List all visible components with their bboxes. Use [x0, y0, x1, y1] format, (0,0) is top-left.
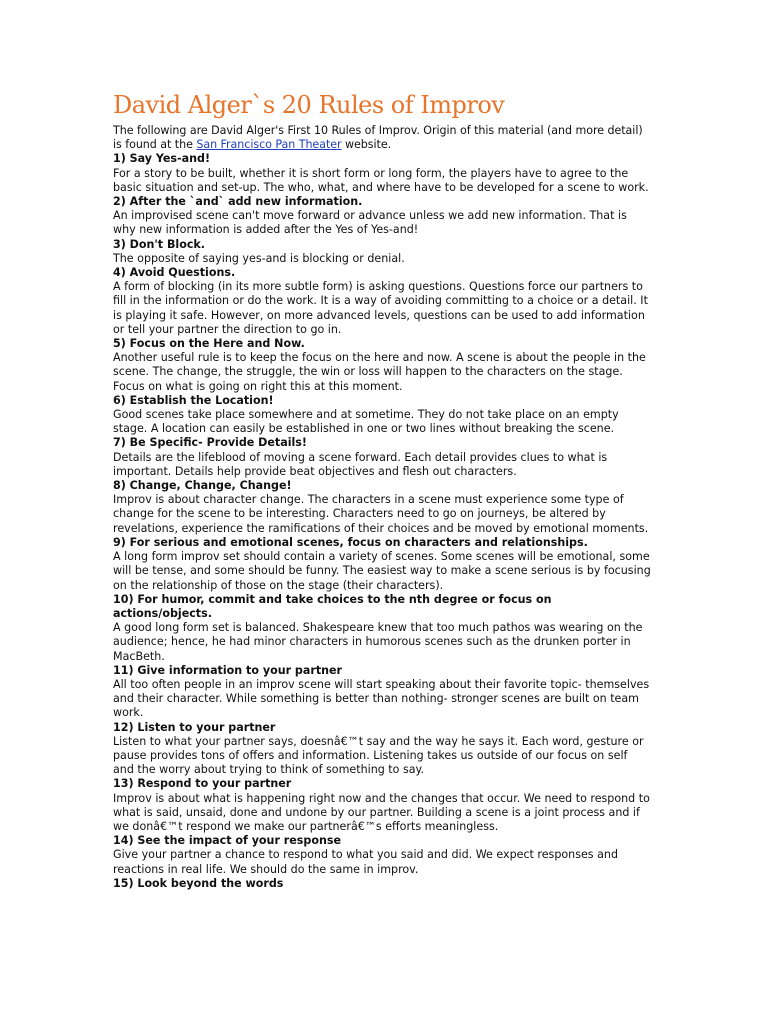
rule-item — [113, 721, 651, 778]
rule-heading: 3) Don't Block. — [113, 237, 205, 251]
rule-body: For a story to be built, whether it is short form or long form, the players have to agree to the basic situation and set-up. The who, what, and where have to be developed for a scene to work. — [113, 166, 649, 194]
rule-body: Give your partner a chance to respond to what you said and did. We expect responses and reactions in real life. We should do the same in improv. — [113, 848, 618, 876]
rule-body: Improv is about character change. The characters in a scene must experience some type of change for the scene to be interesting. Characters need to go on journeys, be altered by revelations, experience the ramifications of their choices and be moved by emotional moments. — [113, 493, 649, 535]
rule-body: A long form improv set should contain a variety of scenes. Some scenes will be emotional, some will be tense, and some should be funny. The easiest way to make a scene serious is by focusing on the relationship of those on the stage (their characters). — [113, 550, 651, 592]
rule-heading: 10) For humor, commit and take choices to the nth degree or focus on actions/objects. — [113, 592, 552, 620]
rule-item — [113, 394, 651, 437]
rule-heading: 12) Listen to your partner — [113, 720, 276, 734]
rules-list — [113, 152, 651, 891]
rule-heading: 14) See the impact of your response — [113, 834, 341, 848]
rule-item — [113, 664, 651, 721]
rule-body: A form of blocking (in its more subtle form) is asking questions. Questions force our partners to fill in the information or do the work. It is a way of avoiding committing to a choice or a detail. It is playing it safe. However, on more advanced levels, questions can be used to add information or tell your partner the direction to go in. — [113, 280, 648, 336]
rule-item — [113, 834, 651, 877]
rule-heading: 15) Look beyond the words — [113, 876, 284, 890]
rule-item — [113, 152, 651, 195]
rule-body: A good long form set is balanced. Shakespeare knew that too much pathos was wearing on the audience; hence, he had minor characters in humorous scenes such as the drunken porter in MacBeth. — [113, 621, 643, 663]
san-francisco-pan-theater-link[interactable]: San Francisco Pan Theater — [196, 138, 342, 152]
rule-heading: 7) Be Specific- Provide Details! — [113, 436, 307, 450]
rule-heading: 2) After the `and` add new information. — [113, 195, 363, 209]
rule-body: The opposite of saying yes-and is blocking or denial. — [113, 251, 405, 265]
rule-body: Good scenes take place somewhere and at sometime. They do not take place on an empty stage. A location can easily be established in one or two lines without breaking the scene. — [113, 408, 619, 436]
intro-text: The following are David Alger's First 10 Rules of Improv. Origin of this material (and more detail) is found at the — [113, 124, 643, 152]
rule-heading: 9) For serious and emotional scenes, focus on characters and relationships. — [113, 535, 588, 549]
document-title: David Alger`s 20 Rules of Improv — [113, 91, 505, 119]
intro-text-end: website. — [341, 138, 392, 152]
rule-heading: 13) Respond to your partner — [113, 777, 292, 791]
rule-item — [113, 536, 651, 593]
rule-heading: 5) Focus on the Here and Now. — [113, 337, 305, 351]
rule-item — [113, 593, 651, 664]
rule-item — [113, 195, 651, 238]
intro-paragraph — [113, 124, 651, 152]
rule-heading: 11) Give information to your partner — [113, 663, 343, 677]
rule-heading: 1) Say Yes-and! — [113, 152, 211, 166]
rule-item — [113, 777, 651, 834]
rule-item — [113, 436, 651, 479]
rule-item — [113, 877, 651, 891]
rule-heading: 8) Change, Change, Change! — [113, 479, 292, 493]
rule-body: All too often people in an improv scene will start speaking about their favorite topic- themselves and their character. While something is better than nothing- stronger scenes are built on team work. — [113, 677, 650, 720]
document-page — [113, 90, 651, 891]
rule-body: Details are the lifeblood of moving a scene forward. Each detail provides clues to what is important. Details help provide beat objectives and flesh out characters. — [113, 450, 608, 478]
rule-item — [113, 479, 651, 536]
rule-item — [113, 337, 651, 394]
rule-heading: 6) Establish the Location! — [113, 393, 274, 407]
rule-body: Listen to what your partner says, doesnâ€™t say and the way he says it. Each word, gesture or pause provides tons of offers and information. Listening takes us outside of our focus on self and the worry about trying to think of something to say. — [113, 734, 644, 777]
rule-body: Another useful rule is to keep the focus on the here and now. A scene is about the people in the scene. The change, the struggle, the win or loss will happen to the characters on the stage. Focus on what is going on right this at this moment. — [113, 351, 646, 393]
rule-body: An improvised scene can't move forward or advance unless we add new information. That is why new information is added after the Yes of Yes-and! — [113, 209, 627, 237]
rule-item — [113, 238, 651, 266]
rule-body: Improv is about what is happening right now and the changes that occur. We need to respond to what is said, unsaid, done and undone by our partner. Building a scene is a joint process and if we donâ€™t respond we make our partnerâ€™s efforts meaningless. — [113, 791, 650, 833]
rule-heading: 4) Avoid Questions. — [113, 266, 236, 280]
rule-item — [113, 266, 651, 337]
